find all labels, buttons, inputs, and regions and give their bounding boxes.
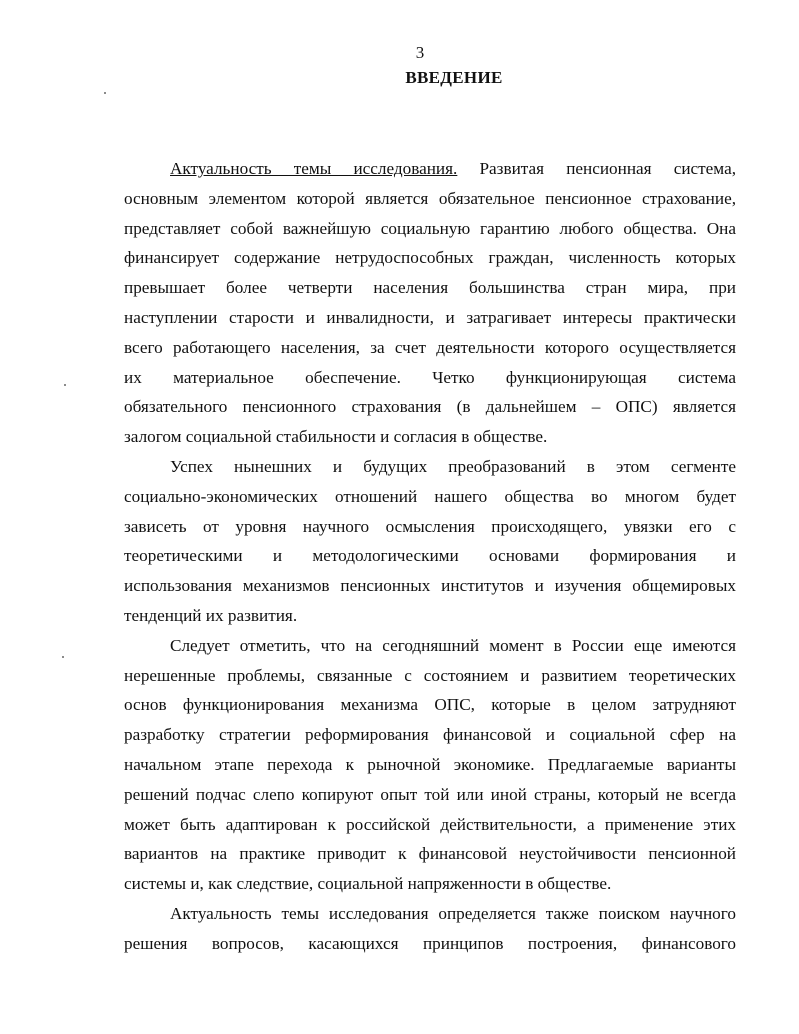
- body-text: [124, 154, 736, 959]
- relevance-lead: Актуальность темы исследования.: [170, 159, 458, 178]
- scan-speck: [104, 92, 106, 94]
- text-line: вариантов на практике приводит к финансовой неустойчивости пенсионной: [124, 844, 736, 864]
- text-line: начальном этапе перехода к рыночной экономике. Предлагаемые варианты: [124, 754, 736, 774]
- text-line: Актуальность темы исследования определяется также поиском научного: [170, 903, 736, 923]
- text-line: [124, 154, 736, 184]
- text-line: их материальное обеспечение. Четко функционирующая система: [124, 367, 736, 387]
- scan-speck: [64, 384, 66, 386]
- text-line: социально-экономических отношений нашего общества во многом будет: [124, 486, 736, 506]
- text-line: тенденций их развития.: [124, 605, 298, 625]
- text-line: зависеть от уровня научного осмысления происходящего, увязки его с: [124, 516, 736, 536]
- section-heading-text: ВВЕДЕНИЕ: [405, 68, 503, 87]
- paragraph-relevance-continued: [124, 899, 736, 959]
- text-line: превышает более четверти населения большинства стран мира, при: [124, 278, 736, 298]
- text-line: может быть адаптирован к российской действительности, а применение этих: [124, 814, 736, 834]
- page-number: 3: [415, 43, 425, 62]
- text-line: решений подчас слепо копируют опыт той или иной страны, который не всегда: [124, 784, 736, 804]
- scan-speck: [62, 656, 64, 658]
- text-line: Успех нынешних и будущих преобразований в этом сегменте: [170, 456, 736, 476]
- text-line: теоретическими и методологическими основами формирования и: [124, 546, 736, 566]
- text-line: всего работающего населения, за счет деятельности которого осуществляется: [124, 337, 736, 357]
- text-line: использования механизмов пенсионных институтов и изучения общемировых: [124, 576, 736, 596]
- text-line: основ функционирования механизма ОПС, которые в целом затрудняют: [124, 695, 736, 715]
- text-line: наступлении старости и инвалидности, и затрагивает интересы практически: [124, 307, 736, 327]
- paragraph-relevance: [124, 154, 736, 452]
- text-line: нерешенные проблемы, связанные с состоянием и развитием теоретических: [124, 665, 736, 685]
- text-line: залогом социальной стабильности и согласия в обществе.: [124, 427, 548, 447]
- text-line: представляет собой важнейшую социальную гарантию любого общества. Она: [124, 218, 736, 238]
- paragraph-success: [124, 452, 736, 631]
- text-line: системы и, как следствие, социальной напряженности в обществе.: [124, 874, 612, 894]
- text-line: финансирует содержание нетрудоспособных граждан, численность которых: [124, 248, 736, 268]
- section-heading: [0, 68, 799, 88]
- text-line: Следует отметить, что на сегодняшний момент в России еще имеются: [170, 635, 736, 655]
- line-text: Развитая пенсионная система,: [457, 159, 736, 178]
- text-line: основным элементом которой является обязательное пенсионное страхование,: [124, 188, 736, 208]
- text-line: разработку стратегии реформирования финансовой и социальной сфер на: [124, 725, 736, 745]
- text-line: обязательного пенсионного страхования (в дальнейшем – ОПС) является: [124, 397, 736, 417]
- paragraph-problems: [124, 631, 736, 899]
- text-line: решения вопросов, касающихся принципов построения, финансового: [124, 933, 736, 953]
